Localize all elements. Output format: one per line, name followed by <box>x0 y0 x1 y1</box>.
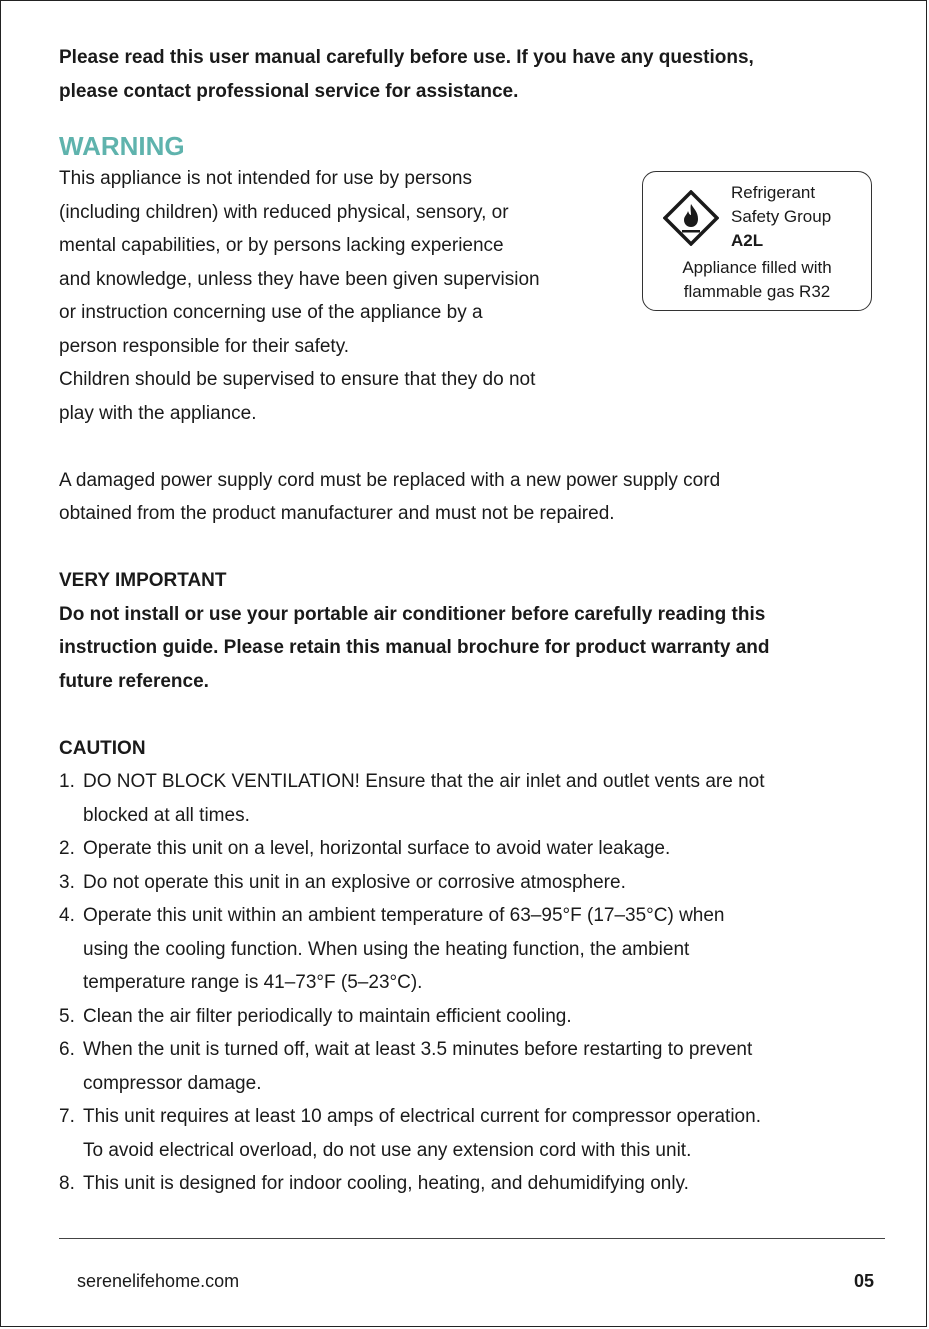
caution-item-line: To avoid electrical overload, do not use any extension cord with this unit. <box>83 1139 692 1161</box>
caution-item-line: compressor damage. <box>83 1072 262 1094</box>
warning-line: (including children) with reduced physical, sensory, or <box>59 201 509 223</box>
warning-heading: WARNING <box>59 131 185 161</box>
caution-item-line: DO NOT BLOCK VENTILATION! Ensure that the air inlet and outlet vents are not <box>83 771 765 792</box>
caution-item-number: 5. <box>59 1005 75 1027</box>
badge-description-line: flammable gas R32 <box>683 282 831 301</box>
flammable-icon <box>663 190 719 246</box>
warning-line: and knowledge, unless they have been given supervision <box>59 268 540 290</box>
caution-item <box>59 832 889 866</box>
caution-item <box>59 899 889 1000</box>
caution-item-line: blocked at all times. <box>83 804 250 826</box>
caution-list <box>59 765 889 1201</box>
very-important-line-1: Do not install or use your portable air conditioner before carefully reading this <box>59 603 766 625</box>
warning-line: play with the appliance. <box>59 402 257 424</box>
caution-item-line: Do not operate this unit in an explosive or corrosive atmosphere. <box>83 871 626 893</box>
badge-title <box>731 181 831 229</box>
caution-item-number: 6. <box>59 1039 75 1060</box>
caution-item <box>59 1167 889 1201</box>
warning-line: Children should be supervised to ensure that they do not <box>59 369 536 390</box>
caution-item <box>59 1100 889 1167</box>
badge-description-line: Appliance filled with <box>682 258 832 277</box>
footer-website: serenelifehome.com <box>77 1271 240 1291</box>
caution-item-number: 2. <box>59 838 75 859</box>
caution-heading: CAUTION <box>59 737 146 759</box>
caution-item-number: 4. <box>59 905 75 926</box>
caution-item-number: 1. <box>59 771 75 792</box>
caution-item <box>59 765 889 832</box>
very-important-line-2: instruction guide. Please retain this manual brochure for product warranty and <box>59 637 770 658</box>
caution-item <box>59 1033 889 1100</box>
caution-item-line: Clean the air filter periodically to maintain efficient cooling. <box>83 1005 572 1027</box>
caution-item <box>59 866 889 900</box>
caution-item-line: When the unit is turned off, wait at least 3.5 minutes before restarting to prevent <box>83 1039 753 1060</box>
badge-title-line: Safety Group <box>731 207 832 226</box>
caution-item-number: 8. <box>59 1173 75 1194</box>
warning-line: mental capabilities, or by persons lacking experience <box>59 235 504 256</box>
caution-item-number: 3. <box>59 871 75 893</box>
caution-item <box>59 1000 889 1034</box>
warning-line: This appliance is not intended for use by persons <box>59 168 472 189</box>
warning-line: person responsible for their safety. <box>59 335 350 357</box>
badge-description <box>643 256 871 304</box>
caution-item-number: 7. <box>59 1106 75 1127</box>
refrigerant-safety-badge <box>642 171 872 311</box>
intro-line-1: Please read this user manual carefully before use. If you have any questions, <box>59 47 754 68</box>
cord-notice-line-1: A damaged power supply cord must be replaced with a new power supply cord <box>59 469 721 491</box>
caution-item-line: This unit is designed for indoor cooling, heating, and dehumidifying only. <box>83 1173 689 1194</box>
badge-title-line: Refrigerant <box>731 183 816 202</box>
caution-item-line: This unit requires at least 10 amps of electrical current for compressor operation. <box>83 1106 761 1127</box>
caution-item-line: temperature range is 41–73°F (5–23°C). <box>83 972 423 993</box>
warning-text <box>59 162 629 430</box>
footer-divider <box>59 1238 885 1239</box>
page-number: 05 <box>853 1271 874 1291</box>
very-important-heading: VERY IMPORTANT <box>59 570 227 591</box>
very-important-line-3: future reference. <box>59 670 209 692</box>
cord-notice-line-2: obtained from the product manufacturer and must not be repaired. <box>59 503 615 524</box>
caution-item-line: using the cooling function. When using the heating function, the ambient <box>83 938 690 960</box>
caution-item-line: Operate this unit on a level, horizontal surface to avoid water leakage. <box>83 838 671 859</box>
warning-line: or instruction concerning use of the appliance by a <box>59 302 483 323</box>
intro-line-2: please contact professional service for assistance. <box>59 80 519 102</box>
caution-item-line: Operate this unit within an ambient temperature of 63–95°F (17–35°C) when <box>83 905 725 926</box>
badge-safety-class: A2L <box>731 231 764 250</box>
